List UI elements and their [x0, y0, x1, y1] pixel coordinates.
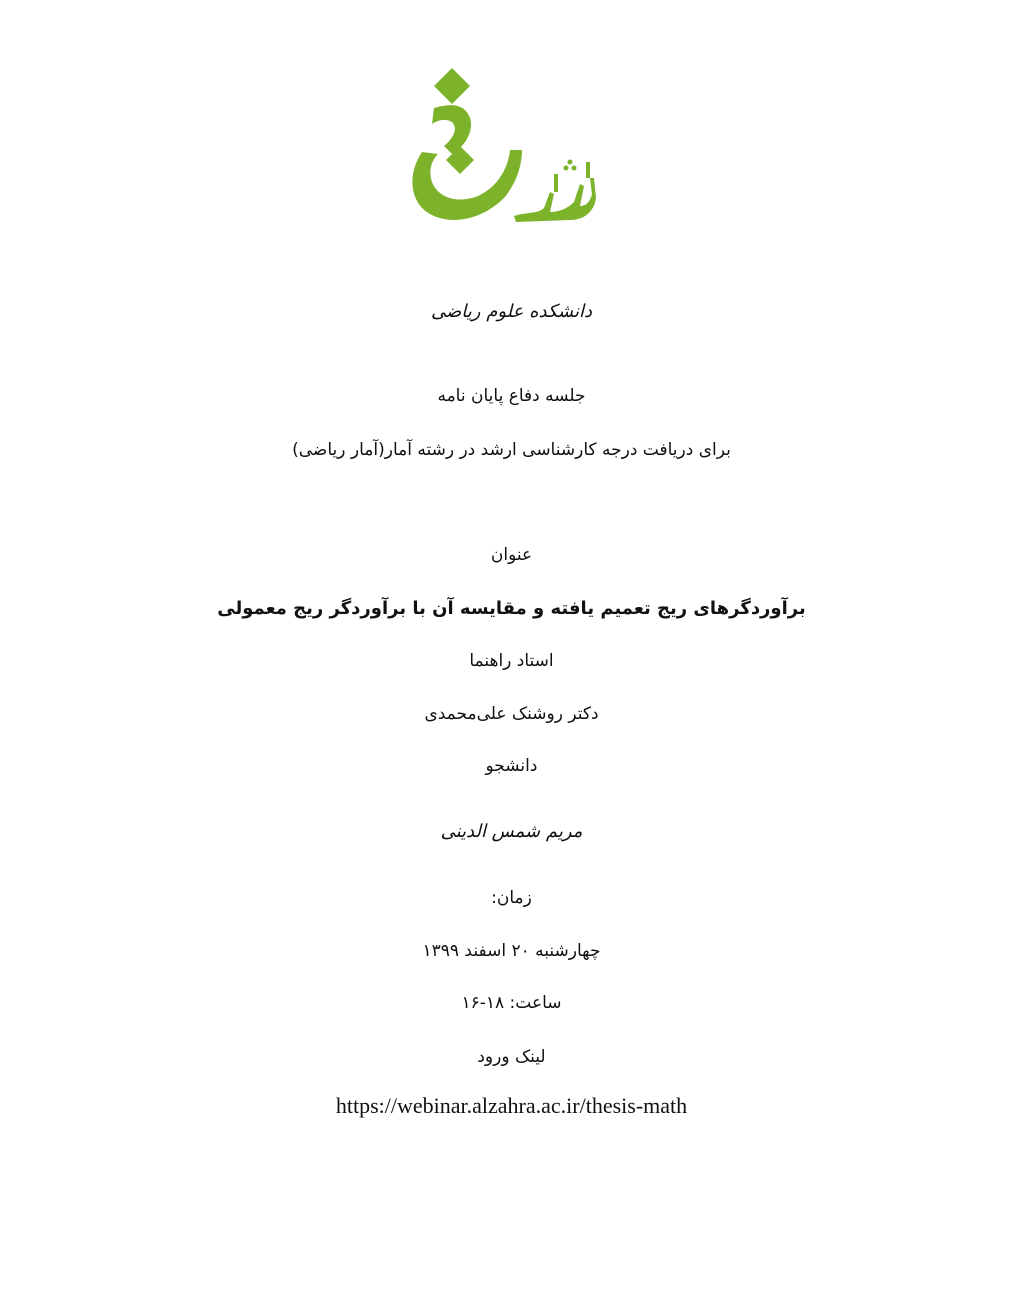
advisor-name: دکتر روشنک علی‌محمدی — [424, 704, 599, 724]
link-label: لینک ورود — [477, 1047, 546, 1067]
hour-line: ساعت: ۱۸-۱۶ — [461, 993, 562, 1013]
degree-line: برای دریافت درجه کارشناسی ارشد در رشته آمار(آمار ریاضی) — [292, 440, 731, 460]
faculty-name: دانشکده علوم ریاضی — [431, 301, 592, 322]
advisor-label: استاد راهنما — [469, 651, 554, 671]
alzahra-university-logo-icon — [404, 66, 596, 232]
student-label: دانشجو — [485, 756, 538, 776]
student-name: مریم شمس الدینی — [440, 821, 583, 842]
date-line: چهارشنبه ۲۰ اسفند ۱۳۹۹ — [422, 941, 601, 961]
thesis-title: برآوردگرهای ریج تعمیم یافته و مقایسه آن با برآوردگر ریج معمولی — [217, 598, 806, 619]
webinar-link[interactable]: https://webinar.alzahra.ac.ir/thesis-math — [335, 1093, 688, 1118]
title-label: عنوان — [490, 545, 533, 565]
time-label: زمان: — [491, 888, 532, 908]
event-title: جلسه دفاع پایان نامه — [437, 386, 586, 406]
